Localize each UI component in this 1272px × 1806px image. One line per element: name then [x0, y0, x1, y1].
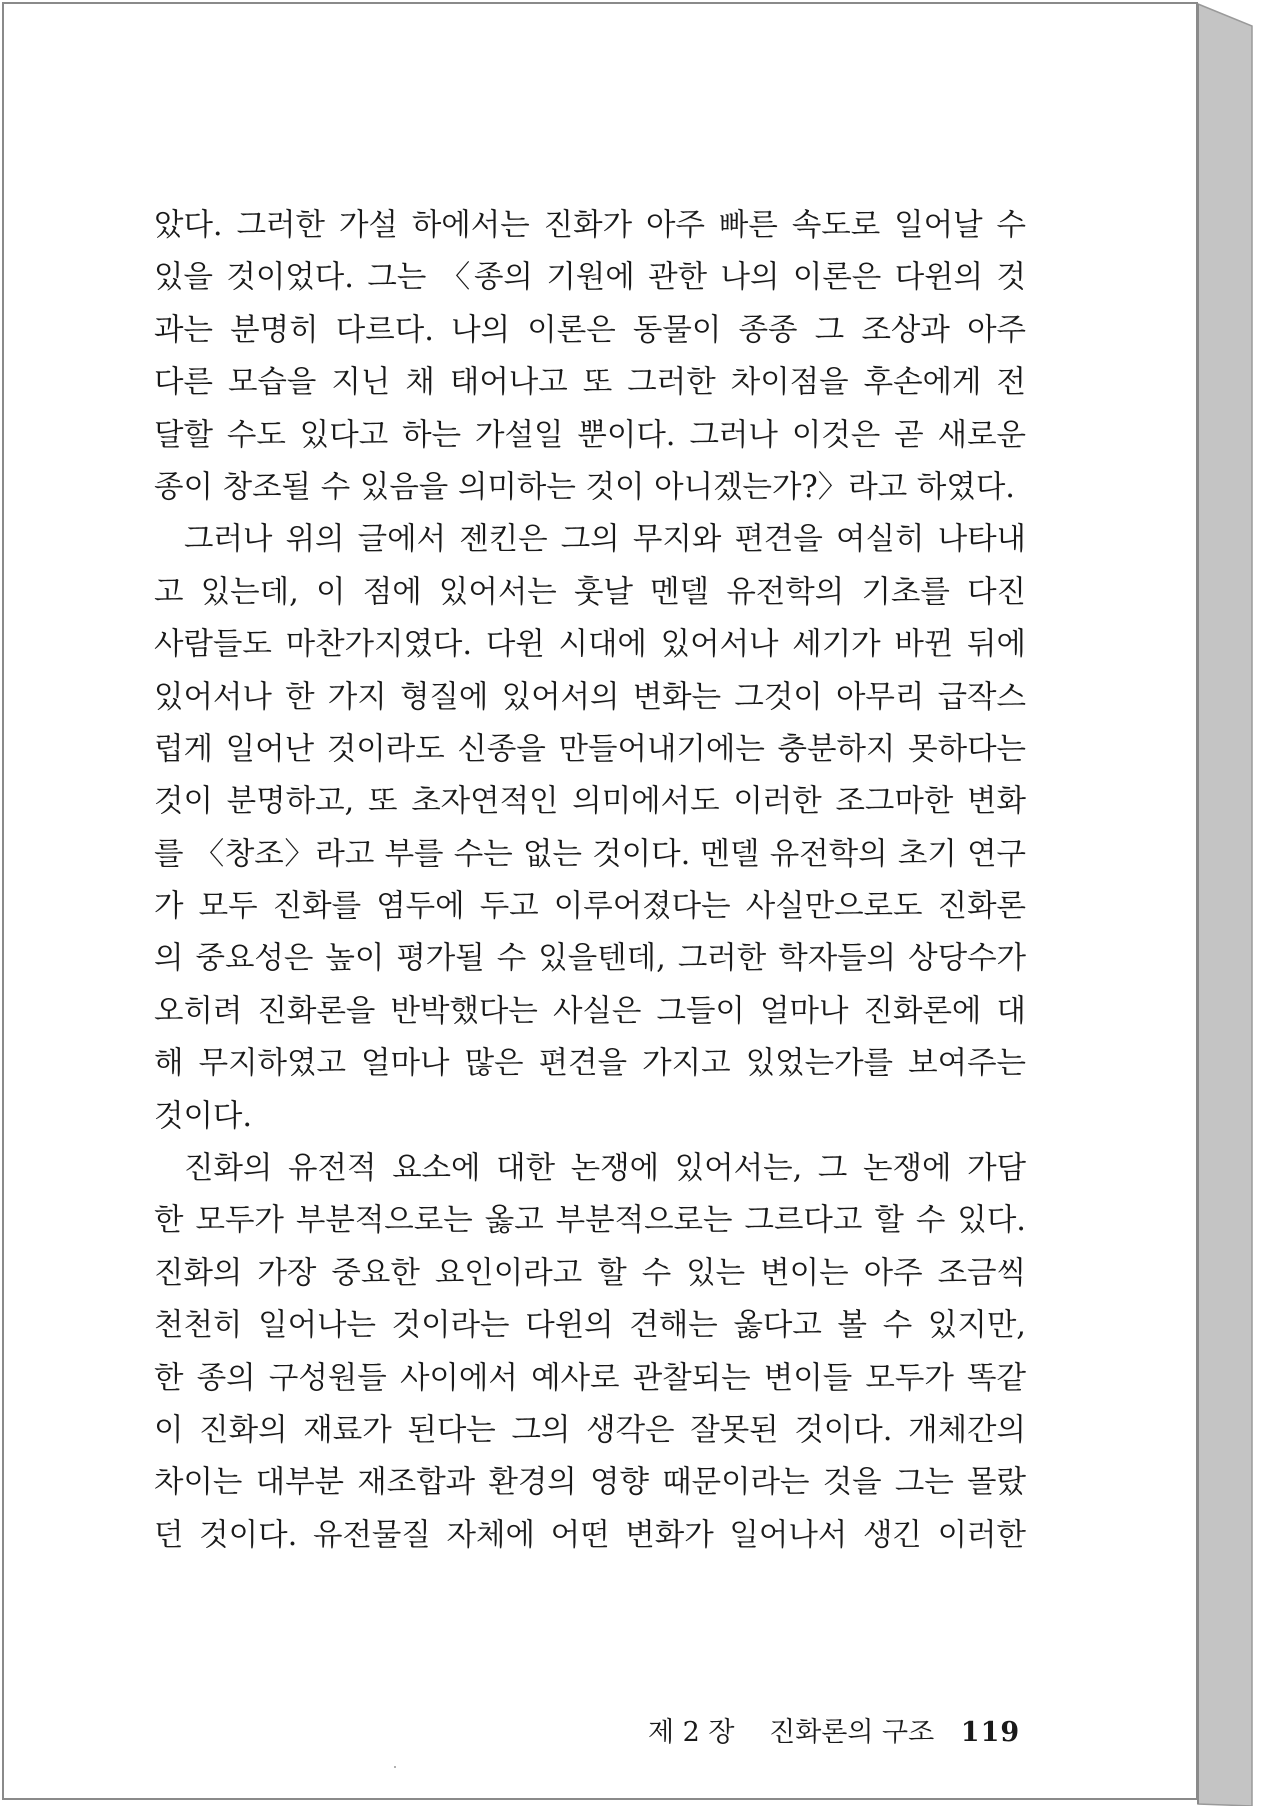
page-number: 119 — [960, 1717, 1021, 1748]
text-line: 한 모두가 부분적으로는 옳고 부분적으로는 그르다고 할 수 있다. — [154, 1203, 1026, 1239]
running-footer — [648, 1710, 1028, 1750]
text-line: 가 모두 진화를 염두에 두고 이루어졌다는 사실만으로도 진화론 — [154, 889, 1026, 925]
text-line: 의 중요성은 높이 평가될 수 있을텐데, 그러한 학자들의 상당수가 — [154, 941, 1026, 977]
text-line: 해 무지하였고 얼마나 많은 편견을 가지고 있었는가를 보여주는 — [154, 1046, 1026, 1082]
text-line: 있을 것이었다. 그는 〈종의 기원에 관한 나의 이론은 다윈의 것 — [154, 260, 1026, 296]
text-line: 과는 분명히 다르다. 나의 이론은 동물이 종종 그 조상과 아주 — [154, 312, 1026, 348]
body-text — [154, 200, 1026, 1562]
text-line: 달할 수도 있다고 하는 가설일 뿐이다. 그러나 이것은 곧 새로운 — [154, 417, 1026, 453]
text-line: 진화의 가장 중요한 요인이라고 할 수 있는 변이는 아주 조금씩 — [154, 1255, 1026, 1291]
text-line: 다른 모습을 지닌 채 태어나고 또 그러한 차이점을 후손에게 전 — [154, 365, 1026, 401]
text-line: 그러나 위의 글에서 젠킨은 그의 무지와 편견을 여실히 나타내 — [184, 522, 1026, 558]
text-line: 천천히 일어나는 것이라는 다윈의 견해는 옳다고 볼 수 있지만, — [154, 1308, 1026, 1344]
text-line: 오히려 진화론을 반박했다는 사실은 그들이 얼마나 진화론에 대 — [154, 993, 1026, 1029]
text-line: 았다. 그러한 가설 하에서는 진화가 아주 빠른 속도로 일어날 수 — [154, 208, 1026, 243]
text-line: 것이다. — [154, 1098, 253, 1134]
chapter-label: 제 2 장 — [648, 1717, 735, 1748]
text-line: 차이는 대부분 재조합과 환경의 영향 때문이라는 것을 그는 몰랐 — [154, 1465, 1026, 1501]
scan-speck — [394, 1766, 396, 1768]
text-line: 있어서나 한 가지 형질에 있어서의 변화는 그것이 아무리 급작스 — [154, 679, 1026, 715]
text-line: 던 것이다. 유전물질 자체에 어떤 변화가 일어나서 생긴 이러한 — [154, 1517, 1026, 1553]
text-line: 럽게 일어난 것이라도 신종을 만들어내기에는 충분하지 못하다는 — [154, 731, 1026, 767]
text-line: 것이 분명하고, 또 초자연적인 의미에서도 이러한 조그마한 변화 — [154, 784, 1026, 820]
text-line: 한 종의 구성원들 사이에서 예사로 관찰되는 변이들 모두가 똑같 — [154, 1360, 1026, 1396]
text-line: 진화의 유전적 요소에 대한 논쟁에 있어서는, 그 논쟁에 가담 — [184, 1151, 1026, 1187]
text-line: 이 진화의 재료가 된다는 그의 생각은 잘못된 것이다. 개체간의 — [154, 1412, 1026, 1448]
text-line: 종이 창조될 수 있음을 의미하는 것이 아니겠는가?〉라고 하였다. — [154, 469, 1015, 505]
text-line: 사람들도 마찬가지였다. 다윈 시대에 있어서나 세기가 바뀐 뒤에 — [154, 627, 1026, 663]
chapter-title: 진화론의 구조 — [769, 1717, 935, 1748]
text-line: 고 있는데, 이 점에 있어서는 훗날 멘델 유전학의 기초를 다진 — [154, 574, 1026, 610]
text-line: 를 〈창조〉라고 부를 수는 없는 것이다. 멘델 유전학의 초기 연구 — [154, 836, 1026, 872]
